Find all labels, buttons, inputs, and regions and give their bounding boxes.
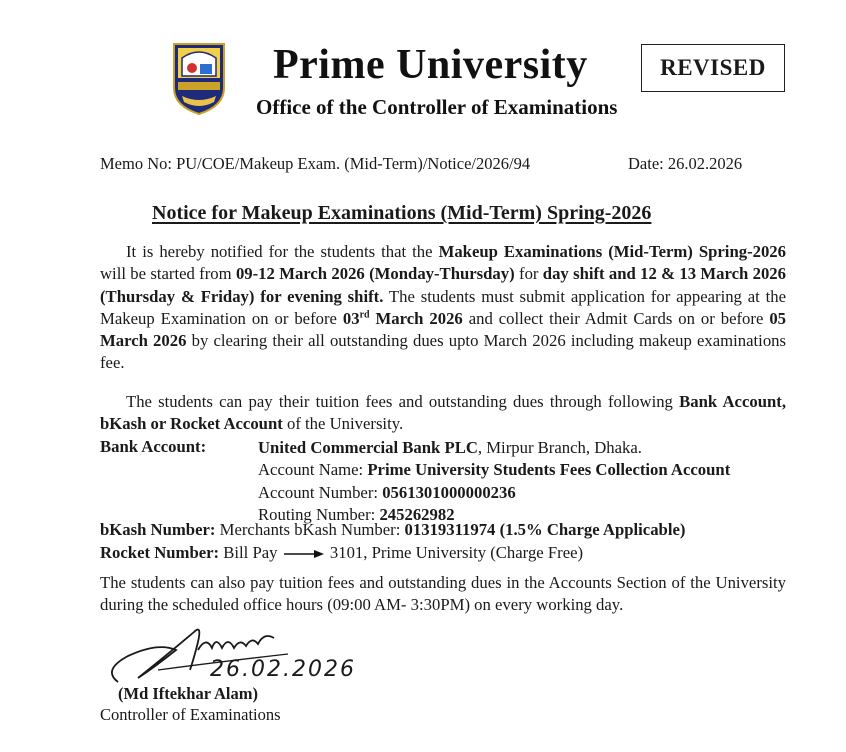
right-arrow-icon bbox=[282, 549, 326, 559]
revised-stamp bbox=[641, 44, 785, 92]
account-name-line: Account Name: Prime University Students Fees Collection Account bbox=[258, 460, 731, 480]
bank-account-label: Bank Account: bbox=[100, 437, 207, 456]
rocket-line: Rocket Number: Bill Pay 3101, Prime University (Charge Free) bbox=[100, 543, 584, 562]
routing-number-line: Routing Number: 245262982 bbox=[258, 504, 455, 524]
signatory-name: (Md Iftekhar Alam) bbox=[118, 684, 258, 703]
bank-name-line: United Commercial Bank PLC, Mirpur Branch, Dhaka. bbox=[258, 438, 642, 457]
account-number-line: Account Number: 0561301000000236 bbox=[258, 482, 516, 502]
university-name: Prime University bbox=[273, 42, 588, 88]
university-crest-icon bbox=[170, 40, 228, 116]
handwritten-signature bbox=[98, 610, 398, 690]
notice-title: Notice for Makeup Examinations (Mid-Term) Spring-2026 bbox=[152, 202, 652, 224]
notice-date: Date: 26.02.2026 bbox=[628, 154, 743, 173]
paragraph-accounts-section: The students can also pay tuition fees and outstanding dues in the Accounts Section of the University during the scheduled office hours (09:00 AM- 3:30PM) on every working day. bbox=[100, 573, 786, 615]
memo-number: Memo No: PU/COE/Makeup Exam. (Mid-Term)/Notice/2026/94 bbox=[100, 154, 531, 173]
bkash-line: bKash Number: Merchants bKash Number: 01319311974 (1.5% Charge Applicable) bbox=[100, 520, 686, 539]
handwritten-date: 26.02.2026 bbox=[210, 657, 356, 682]
paragraph-schedule: It is hereby notified for the students that the Makeup Examinations (Mid-Term) Spring-2026 will be started from 09-12 March 2026 (Monday-Thursday) for day shift and 12 & 13 March 2026 (Thursday & Friday) for evening shift. The students must submit application for appearing at the Makeup Examination on or before 03rd March 2026 and collect their Admit Cards on or before 05 March 2026 by clearing their all outstanding dues upto March 2026 including makeup examinations fee. bbox=[100, 242, 787, 373]
signatory-title: Controller of Examinations bbox=[100, 705, 281, 724]
paragraph-payment: The students can pay their tuition fees and outstanding dues through following Bank Account, bKash or Rocket Account of the University. bbox=[100, 392, 786, 434]
revised-label: REVISED bbox=[660, 55, 766, 80]
office-name: Office of the Controller of Examinations bbox=[256, 95, 618, 119]
bank-account-details bbox=[258, 437, 730, 526]
